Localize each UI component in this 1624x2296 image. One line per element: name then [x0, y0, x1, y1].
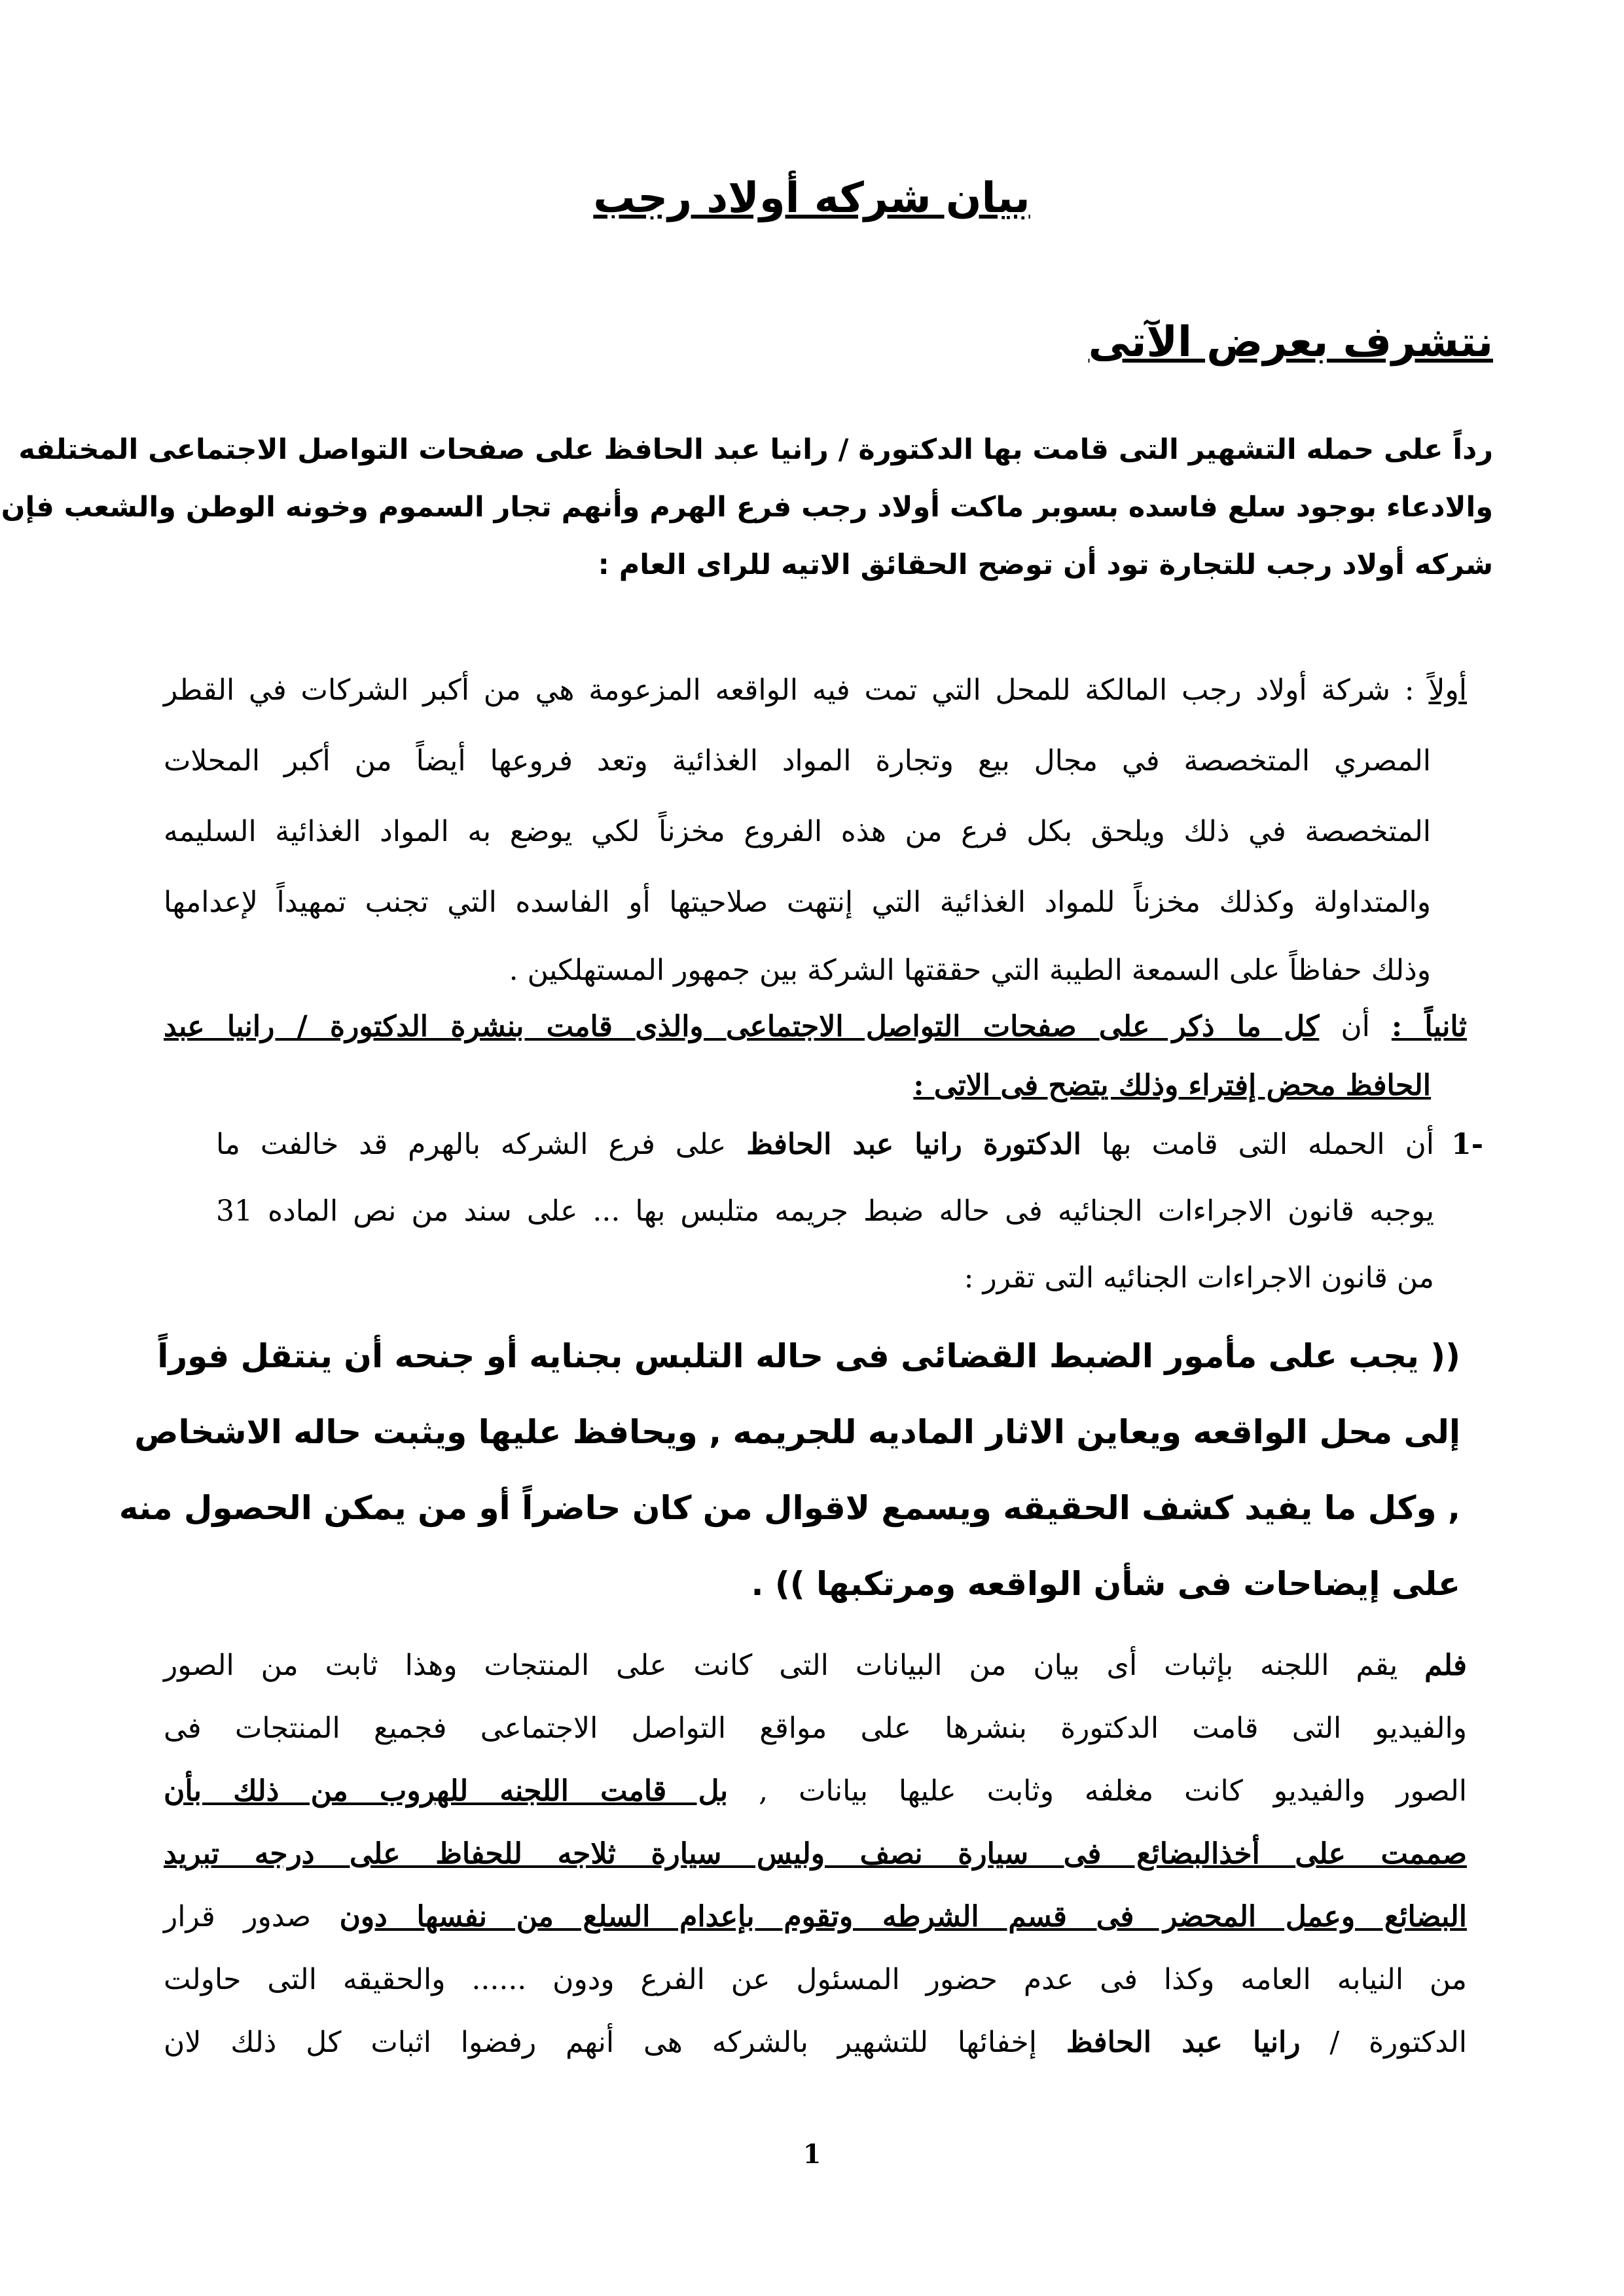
- law-quote-line: (( يجب على مأمور الضبط القضائى فى حاله التلبس بجنايه أو جنحه أن ينتقل فوراً: [157, 1337, 1460, 1375]
- paragraph-text: إخفائها للتشهير بالشركه هى أنهم رفضوا اثبات كل ذلك لان: [164, 2026, 1066, 2059]
- first-point-line: وذلك حفاظاً على السمعة الطيبة التي حققتها الشركة بين جمهور المستهلكين .: [509, 954, 1431, 987]
- item-text: على فرع الشركه بالهرم قد خالفت ما: [216, 1128, 747, 1161]
- paragraph-lead: فلم: [1424, 1649, 1467, 1682]
- second-point-claim: كل ما ذكر على صفحات التواصل الاجتماعى والذى قامت بنشرة الدكتورة / رانيا عبد: [164, 1010, 1320, 1043]
- first-point-line: المصري المتخصصة في مجال بيع وتجارة المواد الغذائية وتعد فروعها أيضاً من أكبر المحلات: [164, 744, 1431, 778]
- paragraph-emphasis: صممت على أخذالبضائع فى سيارة نصف وليس سيارة ثلاجه للحفاظ على درجه تبريد: [164, 1837, 1467, 1871]
- item-line: من قانون الاجراءات الجنائيه التى تقرر :: [964, 1261, 1434, 1295]
- item-text: أن الحمله التى قامت بها: [1081, 1128, 1434, 1161]
- first-point-line: المتخصصة في ذلك ويلحق بكل فرع من هذه الفروع مخزناً لكي يوضع به المواد الغذائية السليمه: [164, 815, 1431, 848]
- second-point-label: ثانياً :: [1391, 1010, 1467, 1043]
- intro-line: شركه أولاد رجب للتجارة تود أن توضح الحقائق الاتيه للراى العام :: [598, 548, 1493, 581]
- paragraph-emphasis: البضائع وعمل المحضر فى قسم الشرطه وتقوم بإعدام السلع من نفسها دون: [339, 1900, 1467, 1933]
- paragraph-line: [164, 1825, 1467, 1884]
- document-title: بيان شركه أولاد رجب: [593, 174, 1030, 223]
- item-number: 1-: [1451, 1128, 1483, 1161]
- paragraph-name-bold: رانيا عبد الحافظ: [1066, 2026, 1301, 2059]
- second-point-connector: أن: [1319, 1010, 1392, 1043]
- item-line: [216, 1115, 1434, 1174]
- first-point-line: [164, 661, 1467, 720]
- second-point-claim-end: الحافظ محض إفتراء وذلك يتضح فى الاتى :: [913, 1069, 1431, 1102]
- intro-line: رداً على حمله التشهير التى قامت بها الدكتورة / رانيا عبد الحافظ على صفحات التواصل الاجتماعى المختلفه: [18, 433, 1493, 466]
- second-point-line: [164, 997, 1467, 1056]
- first-point-line: والمتداولة وكذلك مخزناً للمواد الغذائية التي إنتهت صلاحيتها أو الفاسده التي تجنب تمهيداً لإعدامها: [164, 886, 1432, 919]
- intro-line: والادعاء بوجود سلع فاسده بسوبر ماكت أولاد رجب فرع الهرم وأنهم تجار السموم وخونه الوطن والشعب فإن: [1, 491, 1493, 524]
- paragraph-line: من النيابه العامه وكذا فى عدم حضور المسئول عن الفرع ودون ...... والحقيقه التى حاولت: [164, 1963, 1467, 1996]
- page-number: 1: [803, 2139, 821, 2170]
- paragraph-line: والفيديو التى قامت الدكتورة بنشرها على مواقع التواصل الاجتماعى فجميع المنتجات فى: [164, 1712, 1467, 1745]
- law-quote-line: على إيضاحات فى شأن الواقعه ومرتكبها )) .: [751, 1565, 1460, 1603]
- first-point-text: : شركة أولاد رجب المالكة للمحل التي تمت فيه الواقعه المزعومة هي من أكبر الشركات في القطر: [164, 673, 1429, 707]
- paragraph-line: [164, 1888, 1467, 1946]
- document-subtitle: نتشرف بعرض الآتى: [1088, 318, 1493, 367]
- paragraph-text: صدور قرار: [164, 1900, 340, 1933]
- paragraph-text: يقم اللجنه بإثبات أى بيان من البيانات التى كانت على المنتجات وهذا ثابت من الصور: [164, 1649, 1425, 1682]
- item-line: يوجبه قانون الاجراءات الجنائيه فى حاله ضبط جريمه متلبس بها ... على سند من نص الماده 31: [216, 1194, 1434, 1228]
- item-name-bold: الدكتورة رانيا عبد الحافظ: [746, 1128, 1081, 1161]
- paragraph-line: [164, 1636, 1467, 1695]
- paragraph-line: [164, 2013, 1467, 2072]
- paragraph-text: الصور والفيديو كانت مغلفه وثابت عليها بيانات ,: [728, 1774, 1467, 1808]
- paragraph-line: [164, 1762, 1467, 1821]
- first-point-label: أولاً: [1428, 673, 1467, 707]
- paragraph-text: الدكتورة /: [1300, 2026, 1467, 2059]
- paragraph-emphasis: بل قامت اللجنه للهروب من ذلك بأن: [164, 1774, 729, 1808]
- law-quote-line: , وكل ما يفيد كشف الحقيقه ويسمع لاقوال من كان حاضراً أو من يمكن الحصول منه: [118, 1489, 1460, 1527]
- second-point-line: [164, 1056, 1431, 1115]
- law-quote-line: إلى محل الواقعه ويعاين الاثار الماديه للجريمه , ويحافظ عليها ويثبت حاله الاشخاص: [134, 1413, 1460, 1451]
